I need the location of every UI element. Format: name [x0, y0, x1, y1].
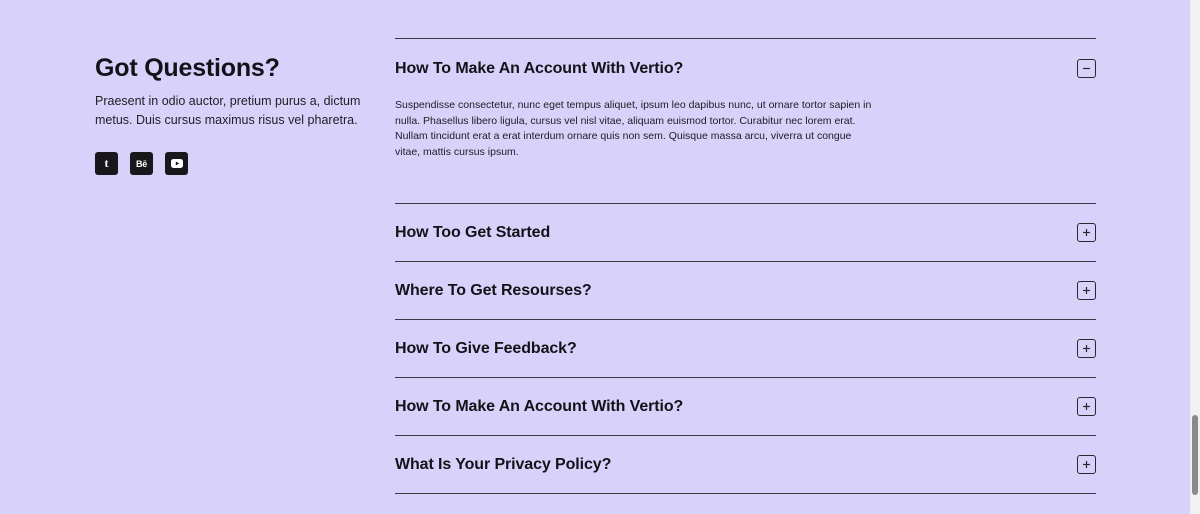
faq-question: What Is Your Privacy Policy?	[395, 455, 612, 473]
plus-icon	[1082, 228, 1091, 237]
plus-icon	[1082, 344, 1091, 353]
faq-question-row[interactable]	[395, 204, 1096, 261]
expand-button[interactable]	[1077, 455, 1096, 474]
faq-question-row[interactable]	[395, 320, 1096, 377]
faq-question-row[interactable]	[395, 378, 1096, 435]
faq-item	[395, 320, 1096, 378]
faq-question: How Too Get Started	[395, 223, 551, 241]
faq-question: How To Give Feedback?	[395, 339, 577, 357]
expand-button[interactable]	[1077, 339, 1096, 358]
scrollbar-thumb[interactable]	[1192, 415, 1198, 495]
expand-button[interactable]	[1077, 223, 1096, 242]
faq-question-row[interactable]	[395, 39, 1096, 98]
tumblr-icon[interactable]	[95, 152, 118, 175]
youtube-icon[interactable]	[165, 152, 188, 175]
page-scrollbar[interactable]	[1190, 0, 1200, 514]
faq-item	[395, 436, 1096, 494]
youtube-play-shape	[171, 159, 183, 168]
expand-button[interactable]	[1077, 281, 1096, 300]
faq-question: How To Make An Account With Vertio?	[395, 59, 684, 77]
plus-icon	[1082, 402, 1091, 411]
plus-icon	[1082, 460, 1091, 469]
faq-intro	[95, 54, 365, 175]
faq-accordion	[395, 38, 1096, 494]
faq-item	[395, 39, 1096, 204]
tumblr-glyph: t	[104, 156, 109, 170]
faq-item	[395, 262, 1096, 320]
behance-glyph: Bē	[136, 158, 147, 169]
faq-item	[395, 378, 1096, 436]
section-description: Praesent in odio auctor, pretium purus a, dictum metus. Duis cursus maximus risus vel pharetra.	[95, 94, 361, 127]
faq-question: Where To Get Resourses?	[395, 281, 592, 299]
faq-item	[395, 204, 1096, 262]
faq-question-row[interactable]	[395, 262, 1096, 319]
faq-question: How To Make An Account With Vertio?	[395, 397, 684, 415]
minus-icon	[1082, 64, 1091, 73]
expand-button[interactable]	[1077, 397, 1096, 416]
faq-answer: Suspendisse consectetur, nunc eget tempus aliquet, ipsum leo dapibus nunc, ut ornare tortor sapien in nulla. Phasellus libero ligula, cursus vel nisl vitae, aliquam euismod tortor. Curabitur nec lorem erat. Nullam tincidunt erat a erat interdum ornare quis non sem. Quisque massa arcu, viverra ut congue vitae, mattis cursus ipsum.	[395, 99, 872, 158]
collapse-button[interactable]	[1077, 59, 1096, 78]
social-links	[95, 152, 365, 175]
section-title: Got Questions?	[95, 54, 280, 82]
faq-question-row[interactable]	[395, 436, 1096, 493]
plus-icon	[1082, 286, 1091, 295]
behance-icon[interactable]	[130, 152, 153, 175]
